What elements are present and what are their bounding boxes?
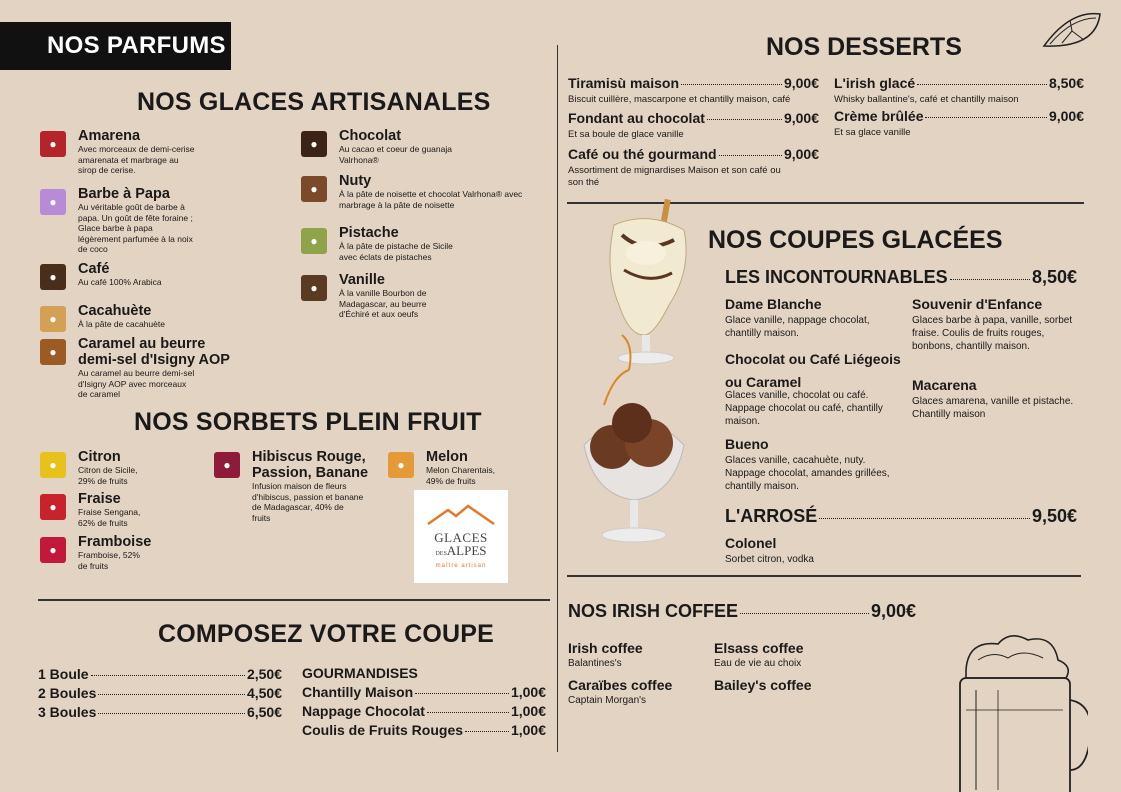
strawberry-icon: ● [40,494,66,520]
flavor-name: Melon [426,449,468,465]
flavor-desc: À la pâte de cacahuète [78,319,165,329]
dessert-name: Café ou thé gourmand [568,146,717,162]
incontournables-row [725,267,1077,288]
pistachio-icon: ● [301,228,327,254]
dessert-tiramisu [568,75,819,91]
flavor-desc: Infusion maison de fleurs d'hibiscus, passion et banane de Madagascar, 40% de fruits [252,481,364,523]
composez-title: COMPOSEZ VOTRE COUPE [158,620,494,648]
row-label: NOS IRISH COFFEE [568,601,739,621]
row-price: 9,00€ [870,601,916,621]
mountain-icon [426,504,496,526]
flavor-name: Amarena [78,128,141,144]
logo-line1: GLACES [434,530,488,545]
arrose-row [725,506,1077,527]
coffee-bean-icon: ● [40,264,66,290]
flavor-desc: Fraise Sengana, 62% de fruits [78,507,141,528]
brand-logo [414,490,508,583]
flavor-desc: À la pâte de noisette et chocolat Valrhona® avec marbrage à la pâte de noisette [339,189,523,210]
irish-name: Caraïbes coffee [568,677,673,693]
desserts-title: NOS DESSERTS [766,33,962,61]
flavor-name: Nuty [339,173,372,189]
sorbets-title: NOS SORBETS PLEIN FRUIT [134,408,482,436]
flavor-name: Fraise [78,491,121,507]
coupe-name: Dame Blanche [725,296,822,312]
dessert-name: Crème brûlée [834,108,924,124]
coupe-name: Bueno [725,436,769,452]
flavor-desc: Framboise, 52% de fruits [78,550,140,571]
row-label: L'ARROSÉ [725,506,818,526]
price-row-coulis [302,722,546,738]
price-row-chantilly [302,684,546,700]
logo-des: DES [435,551,447,557]
lemon-icon: ● [40,452,66,478]
flavor-name: Chocolat [339,128,402,144]
dessert-desc: Biscuit cuillère, mascarpone et chantilly maison, café [568,94,791,105]
flavor-desc: Au caramel au beurre demi-sel d'Isigny AOP avec morceaux de caramel [78,368,195,399]
irish-coffee-mug-icon [948,630,1088,792]
flavor-barbe-a-papa [40,186,220,255]
melon-icon: ● [388,452,414,478]
row-label: 1 Boule [38,666,89,682]
divider [567,575,1081,577]
sorbet-fraise [40,491,200,528]
row-price: 2,50€ [246,666,282,682]
coupe-desc: Glaces amarena, vanille et pistache. Chantilly maison [912,396,1074,420]
coupe-name: Macarena [912,377,977,393]
flavor-name: Framboise [78,534,152,550]
row-label: LES INCONTOURNABLES [725,267,948,287]
dessert-fondant [568,110,819,126]
dessert-name: Tiramisù maison [568,75,680,91]
divider [38,599,550,601]
flavor-name: Cacahuète [78,303,152,319]
cherry-icon: ● [40,131,66,157]
sorbet-citron [40,449,200,486]
flavor-name: Vanille [339,272,385,288]
cotton-candy-icon: ● [40,189,66,215]
section-banner: NOS PARFUMS [0,22,231,70]
price-row-2-boules [38,685,282,701]
dessert-price: 9,00€ [783,110,819,126]
lemon-slice-icon [1040,8,1104,58]
flavor-nuty [301,173,531,210]
hazelnut-icon: ● [301,176,327,202]
vanilla-icon: ● [301,275,327,301]
flavor-cafe [40,261,220,290]
flavor-cacahuete [40,303,220,332]
chocolate-icon: ● [301,131,327,157]
row-price: 8,50€ [1031,267,1077,287]
irish-name: Elsass coffee [714,640,804,656]
dessert-price: 9,00€ [783,75,819,91]
irish-title-row [568,601,916,622]
sorbet-framboise [40,534,200,571]
flavor-name: Hibiscus Rouge, Passion, Banane [252,449,369,481]
caramel-icon: ● [40,339,66,365]
dessert-desc: Whisky ballantine's, café et chantilly maison [834,94,1019,105]
dessert-desc: Et sa glace vanille [834,127,911,138]
logo-tagline: maître artisan [435,563,487,569]
row-price: 9,50€ [1031,506,1077,526]
coupe-desc: Glaces vanille, cacahuète, nuty. Nappage chocolat, amandes grillées, chantilly maison. [725,455,890,492]
gourmandises-title: GOURMANDISES [302,665,418,681]
dessert-name: Fondant au chocolat [568,110,705,126]
row-price: 4,50€ [246,685,282,701]
flavor-caramel [40,336,240,400]
logo-line2: ALPES [446,543,487,558]
dessert-desc: Et sa boule de glace vanille [568,129,684,140]
row-price: 1,00€ [510,722,546,738]
coupe-name: Souvenir d'Enfance [912,296,1043,312]
irish-desc: Balantines's [568,658,622,669]
flavor-name: Café [78,261,110,277]
flavor-desc: À la vanille Bourbon de Madagascar, au beurre d'Échiré et aux oeufs [339,288,427,319]
flavor-name: Caramel au beurre demi-sel d'Isigny AOP [78,336,230,368]
flavor-vanille [301,272,531,320]
flavor-desc: Au cacao et coeur de guanaja Valrhona® [339,144,452,165]
hibiscus-icon: ● [214,452,240,478]
flavor-desc: Au café 100% Arabica [78,277,162,287]
price-row-nappage [302,703,546,719]
coupe-desc: Sorbet citron, vodka [725,554,814,565]
flavor-name: Barbe à Papa [78,186,170,202]
flavor-desc: Melon Charentais, 49% de fruits [426,465,495,486]
flavor-desc: Avec morceaux de demi-cerise amarenata et marbrage au sirop de cerise. [78,144,195,175]
dessert-desc: Assortiment de mignardises Maison et son café ou son thé [568,165,781,188]
row-label: 2 Boules [38,685,97,701]
price-row-3-boules [38,704,282,720]
coupe-desc: Glaces vanille, chocolat ou café. Nappage chocolat ou café, chantilly maison. [725,390,883,427]
flavor-pistache [301,225,531,262]
sorbet-melon [388,449,538,486]
coupe-desc: Glaces barbe à papa, vanille, sorbet fraise. Coulis de fruits rouges, bonbons, chantilly maison. [912,315,1073,352]
flavor-name: Citron [78,449,121,465]
irish-name: Bailey's coffee [714,677,812,693]
coupe-name: Colonel [725,535,777,551]
row-price: 6,50€ [246,704,282,720]
row-price: 1,00€ [510,703,546,719]
glaces-title: NOS GLACES ARTISANALES [137,88,491,116]
sorbet-hibiscus [214,449,384,523]
dessert-price: 9,00€ [1048,108,1084,124]
dessert-price: 8,50€ [1048,75,1084,91]
row-label: Coulis de Fruits Rouges [302,722,464,738]
row-label: 3 Boules [38,704,97,720]
row-label: Chantilly Maison [302,684,414,700]
coupe-name: Chocolat ou Café Liégeois ou Caramel [725,351,901,390]
page-divider [557,45,558,752]
dessert-price: 9,00€ [783,146,819,162]
coupes-title: NOS COUPES GLACÉES [708,226,1003,254]
dessert-name: L'irish glacé [834,75,916,91]
price-row-1-boule [38,666,282,682]
flavor-amarena [40,128,220,176]
irish-desc: Eau de vie au choix [714,658,802,669]
flavor-desc: Au véritable goût de barbe à papa. Un goût de fête foraine ; Glace barbe à papa légèrement parfumée à la noix de coco [78,202,193,254]
peanut-icon: ● [40,306,66,332]
coupe-desc: Glace vanille, nappage chocolat, chantilly maison. [725,315,870,339]
irish-desc: Captain Morgan's [568,695,647,706]
flavor-chocolat [301,128,531,165]
row-label: Nappage Chocolat [302,703,425,719]
flavor-desc: À la pâte de pistache de Sicile avec éclats de pistaches [339,241,453,262]
raspberry-icon: ● [40,537,66,563]
irish-name: Irish coffee [568,640,643,656]
dessert-irish-glace [834,75,1084,91]
flavor-name: Pistache [339,225,399,241]
sundae-photo [574,195,704,553]
flavor-desc: Citron de Sicile, 29% de fruits [78,465,138,486]
dessert-creme-brulee [834,108,1084,124]
dessert-gourmand [568,146,819,162]
row-price: 1,00€ [510,684,546,700]
